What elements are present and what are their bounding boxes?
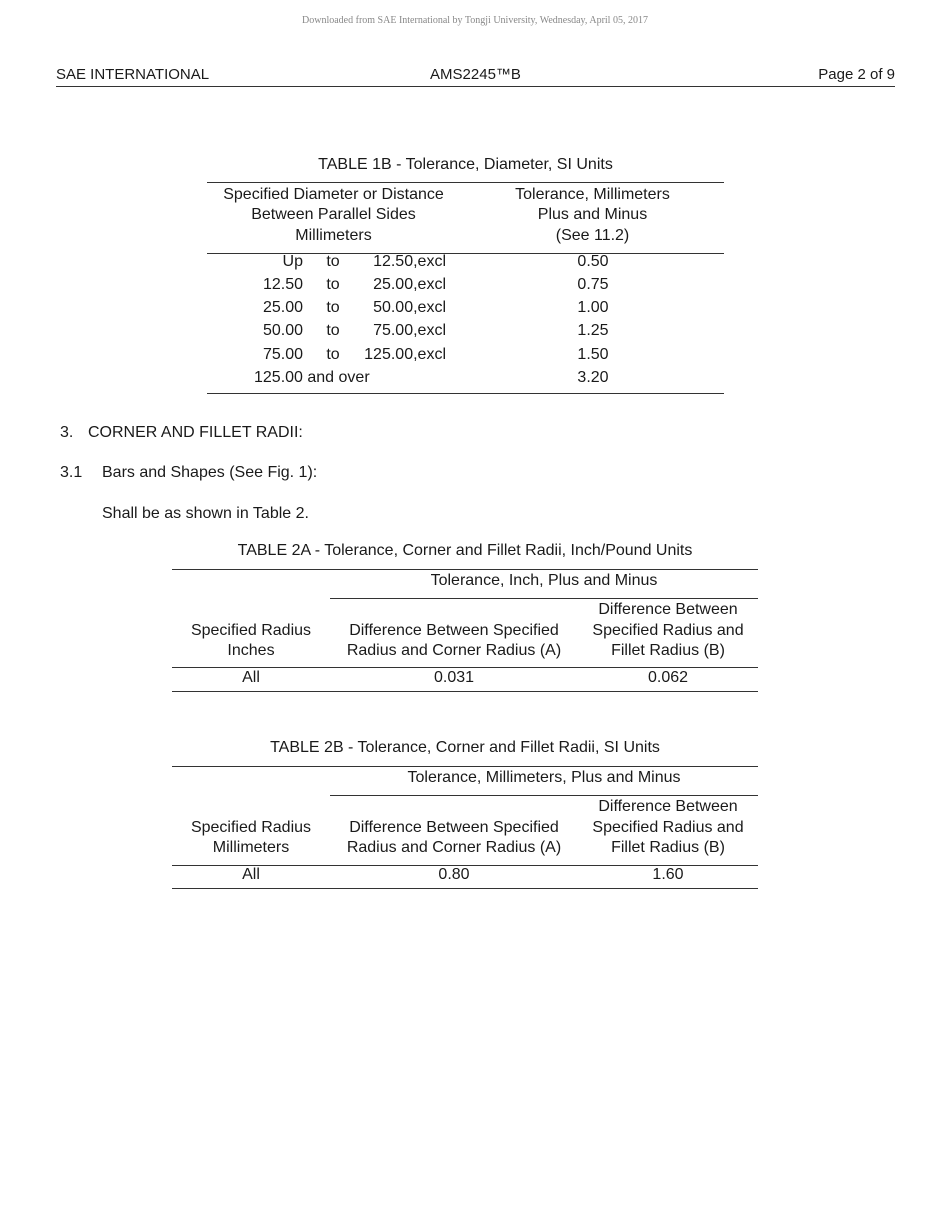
table-1b-row-upper: 75.00,excl [373, 322, 446, 339]
table-2b-row-radius: All [242, 866, 260, 883]
table-1b-row-tolerance: 1.25 [577, 322, 609, 339]
table-2b-col3-header-line2: Specified Radius and [592, 819, 744, 836]
table-1b-row-from: 75.00 [262, 346, 303, 363]
table-2a-caption: TABLE 2A - Tolerance, Corner and Fillet Radii, Inch/Pound Units [237, 542, 693, 559]
table-2b-row-fillet: 1.60 [652, 866, 684, 883]
section-3-1-title: Bars and Shapes (See Fig. 1): [102, 464, 318, 481]
table-1b-last-tolerance: 3.20 [577, 369, 609, 386]
table-1b-row-tolerance: 0.50 [577, 253, 609, 270]
table-1b-row-tolerance: 0.75 [577, 276, 609, 293]
table-2b-col2-header-line2: Radius and Corner Radius (A) [346, 839, 562, 856]
table-1b-row-tolerance: 1.50 [577, 346, 609, 363]
table-2b-col2-header-line1: Difference Between Specified [349, 819, 559, 836]
download-watermark: Downloaded from SAE International by Tongji University, Wednesday, April 05, 2017 [302, 15, 648, 26]
table-1b-row-to: to [326, 346, 340, 363]
table-1b-row-from: 12.50 [262, 276, 303, 293]
table-1b-row-to: to [326, 253, 340, 270]
header-doc-id: AMS2245™B [430, 66, 521, 83]
table-1b-row-upper: 25.00,excl [373, 276, 446, 293]
table-2a-col3-header-line1: Difference Between [598, 601, 738, 618]
table-2b-col1-header-line2: Millimeters [212, 839, 290, 856]
header-org: SAE INTERNATIONAL [56, 66, 210, 83]
table-2a-col3-header-line2: Specified Radius and [592, 622, 744, 639]
table-1b-col1-header-line2: Between Parallel Sides [251, 206, 416, 223]
table-2b-group-rule [330, 795, 758, 796]
section-3-1-text: Shall be as shown in Table 2. [102, 505, 309, 522]
table-2b-col3-header-line3: Fillet Radius (B) [611, 839, 725, 856]
table-1b-col2-header-line1: Tolerance, Millimeters [515, 186, 670, 203]
table-1b-last-range: 125.00 and over [254, 369, 370, 386]
table-1b-row-upper: 50.00,excl [373, 299, 446, 316]
table-2b-col3-header-line1: Difference Between [598, 798, 738, 815]
table-1b-col2-header-line2: Plus and Minus [537, 206, 648, 223]
section-3-1-number: 3.1 [60, 464, 83, 481]
table-2a-top-rule [172, 569, 758, 570]
table-1b-row-to: to [326, 276, 340, 293]
table-1b-row-from: Up [282, 253, 303, 270]
table-2a-row-fillet: 0.062 [647, 669, 689, 686]
table-2a-bottom-rule [172, 691, 758, 692]
table-1b-top-rule [207, 182, 724, 183]
page-header [56, 66, 895, 87]
table-2a-col2-header-line1: Difference Between Specified [349, 622, 559, 639]
table-2a-col1-header-line1: Specified Radius [190, 622, 312, 639]
table-1b-row-upper: 12.50,excl [373, 253, 446, 270]
table-2b-col1-header-line1: Specified Radius [190, 819, 312, 836]
table-2a-row-corner: 0.031 [433, 669, 475, 686]
table-2b-bottom-rule [172, 888, 758, 889]
table-2b-row-corner: 0.80 [438, 866, 470, 883]
section-3-title: CORNER AND FILLET RADII: [88, 424, 303, 441]
table-1b-row-from: 50.00 [262, 322, 303, 339]
table-2b-caption: TABLE 2B - Tolerance, Corner and Fillet Radii, SI Units [270, 739, 660, 756]
header-page-number: Page 2 of 9 [818, 66, 895, 83]
table-1b-col1-header-line1: Specified Diameter or Distance [223, 186, 444, 203]
table-2b-top-rule [172, 766, 758, 767]
table-2b-group-header: Tolerance, Millimeters, Plus and Minus [407, 769, 681, 786]
table-1b-row-to: to [326, 322, 340, 339]
table-1b-col2-header-line3: (See 11.2) [555, 227, 630, 244]
table-2a-group-rule [330, 598, 758, 599]
table-1b-row-from: 25.00 [262, 299, 303, 316]
table-2a-col3-header-line3: Fillet Radius (B) [611, 642, 725, 659]
table-1b-row-to: to [326, 299, 340, 316]
table-1b-bottom-rule [207, 393, 724, 394]
table-2a-group-header: Tolerance, Inch, Plus and Minus [430, 572, 658, 589]
section-3-number: 3. [60, 424, 74, 441]
table-2a-col2-header-line2: Radius and Corner Radius (A) [346, 642, 562, 659]
table-2a-row-radius: All [242, 669, 260, 686]
table-1b-row-tolerance: 1.00 [577, 299, 609, 316]
table-1b-caption: TABLE 1B - Tolerance, Diameter, SI Units [318, 156, 613, 173]
table-1b-row-upper: 125.00,excl [364, 346, 446, 363]
table-1b-col1-header-line3: Millimeters [295, 227, 372, 244]
table-2a-col1-header-line2: Inches [227, 642, 275, 659]
